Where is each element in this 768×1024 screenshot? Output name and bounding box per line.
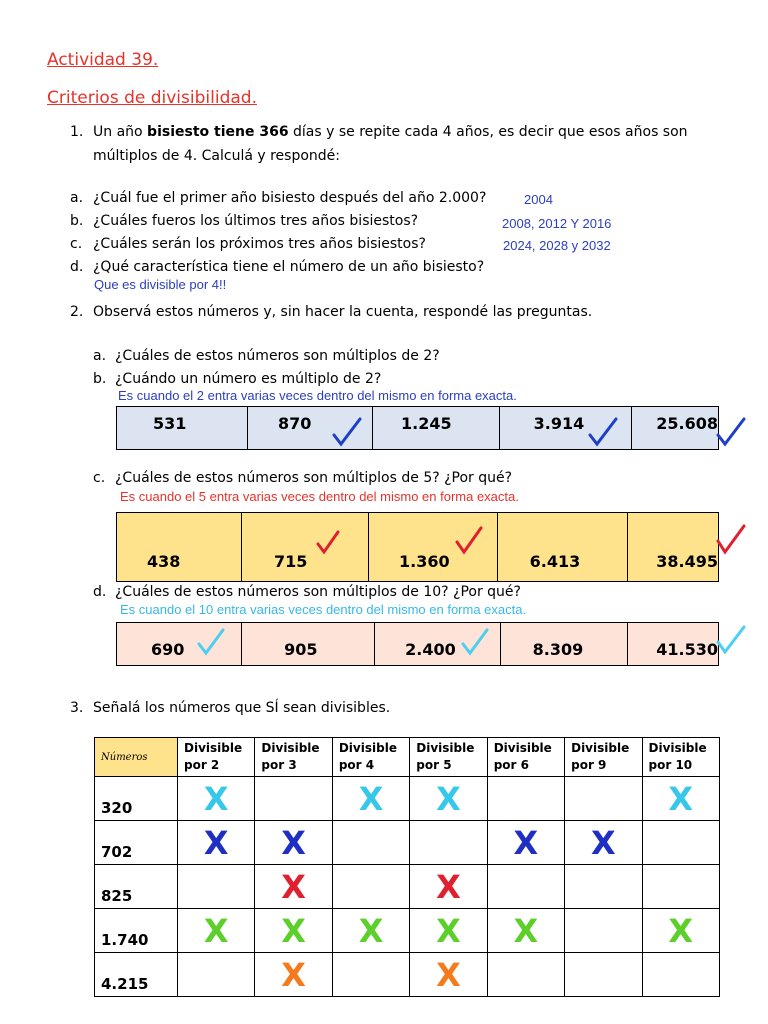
divisibility-cell[interactable] (178, 777, 255, 821)
q2c-answer: Es cuando el 5 entra varias veces dentro del mismo en forma exacta. (120, 489, 519, 504)
table-row (95, 909, 720, 953)
column-header: Divisible por 9 (565, 738, 642, 777)
x-mark-icon: X (436, 955, 461, 994)
multiples-of-5-table (116, 512, 719, 582)
divisibility-cell[interactable] (642, 821, 719, 865)
x-mark-icon: X (436, 911, 461, 950)
q2a-question: ¿Cuáles de estos números son múltiplos de 2? (115, 348, 440, 364)
column-header: Divisible por 6 (487, 738, 564, 777)
x-mark-icon: X (513, 911, 539, 950)
activity-subtitle: Criterios de divisibilidad. (47, 88, 257, 108)
divisibility-cell[interactable] (487, 953, 564, 997)
x-mark-icon: X (358, 911, 384, 950)
divisibility-cell[interactable] (487, 865, 564, 909)
divisibility-cell[interactable] (332, 953, 409, 997)
x-mark-icon: X (281, 911, 306, 950)
number-cell: 905 (242, 623, 375, 666)
divisibility-cell[interactable] (178, 865, 255, 909)
divisibility-cell[interactable] (565, 777, 642, 821)
number-cell: 25.608 (632, 407, 719, 450)
q1c-question: ¿Cuáles serán los próximos tres años bisiestos? (93, 236, 426, 252)
number-cell: 41.530 (628, 623, 719, 666)
table-row (95, 777, 720, 821)
divisibility-cell[interactable] (642, 865, 719, 909)
q1d-label: d. (70, 259, 84, 275)
q2c-question: ¿Cuáles de estos números son múltiplos de 5? ¿Por qué? (115, 470, 513, 486)
divisibility-cell[interactable] (565, 821, 642, 865)
divisibility-cell[interactable] (255, 777, 332, 821)
divisibility-cell[interactable] (332, 821, 409, 865)
table-row (95, 953, 720, 997)
numbers-header: Números (95, 738, 178, 777)
divisibility-cell[interactable] (642, 777, 719, 821)
x-mark-icon: X (358, 779, 384, 818)
divisibility-cell[interactable] (565, 953, 642, 997)
number-cell: 1.245 (373, 407, 500, 450)
divisibility-cell[interactable] (410, 953, 487, 997)
number-cell: 8.309 (500, 623, 628, 666)
x-mark-icon: X (513, 823, 539, 862)
number-cell: 531 (117, 407, 248, 450)
q2d-label: d. (93, 584, 107, 600)
divisibility-cell[interactable] (642, 953, 719, 997)
q1b-answer: 2008, 2012 Y 2016 (502, 216, 612, 231)
x-mark-icon: X (281, 823, 306, 862)
divisibility-cell[interactable] (255, 953, 332, 997)
activity-title: Actividad 39. (47, 50, 159, 70)
divisibility-cell[interactable] (332, 777, 409, 821)
x-mark-icon: X (436, 779, 461, 818)
divisibility-cell[interactable] (565, 865, 642, 909)
checkmark-icon (588, 417, 618, 447)
number-cell: 690 (117, 623, 242, 666)
row-number: 825 (95, 865, 178, 909)
row-number: 702 (95, 821, 178, 865)
column-header: Divisible por 4 (332, 738, 409, 777)
q2d-question: ¿Cuáles de estos números son múltiplos de 10? ¿Por qué? (115, 584, 521, 600)
number-cell: 438 (117, 513, 242, 582)
q2b-answer: Es cuando el 2 entra varias veces dentro del mismo en forma exacta. (118, 388, 517, 403)
divisibility-cell[interactable] (565, 909, 642, 953)
divisibility-cell[interactable] (255, 821, 332, 865)
number-cell: 1.360 (369, 513, 498, 582)
divisibility-cell[interactable] (410, 821, 487, 865)
divisibility-cell[interactable] (410, 865, 487, 909)
divisibility-cell[interactable] (178, 821, 255, 865)
checkmark-icon (197, 628, 225, 656)
row-number: 1.740 (95, 909, 178, 953)
q2-number: 2. (70, 304, 84, 320)
q1a-answer: 2004 (524, 192, 553, 207)
divisibility-cell[interactable] (487, 777, 564, 821)
table-row (95, 821, 720, 865)
number-cell: 38.495 (628, 513, 719, 582)
divisibility-cell[interactable] (487, 821, 564, 865)
q1d-question: ¿Qué característica tiene el número de un año bisiesto? (93, 259, 485, 275)
divisibility-cell[interactable] (332, 865, 409, 909)
q1c-answer: 2024, 2028 y 2032 (503, 238, 611, 253)
row-number: 4.215 (95, 953, 178, 997)
q2d-answer: Es cuando el 10 entra varias veces dentro del mismo en forma exacta. (120, 602, 527, 617)
checkmark-icon (716, 417, 746, 447)
checkmark-icon (716, 523, 746, 555)
number-cell: 3.914 (499, 407, 632, 450)
q1b-question: ¿Cuáles fueros los últimos tres años bisiestos? (93, 213, 419, 229)
q3-number: 3. (70, 700, 84, 716)
checkmark-icon (716, 625, 746, 655)
checkmark-icon (332, 417, 362, 447)
checkmark-icon (455, 525, 483, 555)
q2b-question: ¿Cuándo un número es múltiplo de 2? (115, 371, 382, 387)
q2c-label: c. (93, 470, 106, 486)
column-header: Divisible por 5 (410, 738, 487, 777)
x-mark-icon: X (203, 779, 229, 818)
column-header: Divisible por 10 (642, 738, 719, 777)
multiples-of-2-table (116, 406, 719, 450)
x-mark-icon: X (203, 911, 229, 950)
divisibility-cell[interactable] (332, 909, 409, 953)
divisibility-cell[interactable] (642, 909, 719, 953)
x-mark-icon: X (281, 867, 306, 906)
q2a-label: a. (93, 348, 107, 364)
divisibility-cell[interactable] (178, 909, 255, 953)
q1d-answer: Que es divisible por 4!! (94, 277, 227, 292)
divisibility-cell[interactable] (178, 953, 255, 997)
table-row (95, 865, 720, 909)
number-cell: 870 (248, 407, 373, 450)
x-mark-icon: X (668, 911, 694, 950)
number-cell: 715 (242, 513, 369, 582)
x-mark-icon: X (436, 867, 461, 906)
divisibility-cell[interactable] (255, 865, 332, 909)
number-cell: 2.400 (375, 623, 501, 666)
divisibility-cell[interactable] (410, 909, 487, 953)
x-mark-icon: X (590, 823, 616, 862)
number-cell: 6.413 (497, 513, 628, 582)
x-mark-icon: X (203, 823, 229, 862)
q1a-question: ¿Cuál fue el primer año bisiesto después del año 2.000? (93, 190, 487, 206)
q1b-label: b. (70, 213, 84, 229)
column-header: Divisible por 2 (178, 738, 255, 777)
q3-text: Señalá los números que SÍ sean divisibles. (93, 700, 391, 716)
divisibility-cell[interactable] (410, 777, 487, 821)
divisibility-cell[interactable] (255, 909, 332, 953)
q1-text-line2: múltiplos de 4. Calculá y respondé: (93, 148, 340, 164)
multiples-of-10-table (116, 622, 719, 666)
row-number: 320 (95, 777, 178, 821)
q1c-label: c. (70, 236, 83, 252)
q1a-label: a. (70, 190, 84, 206)
divisibility-cell[interactable] (487, 909, 564, 953)
checkmark-icon (316, 529, 340, 555)
x-mark-icon: X (668, 779, 694, 818)
q1-text: Un año bisiesto tiene 366 días y se repite cada 4 años, es decir que esos años son (93, 124, 688, 140)
x-mark-icon: X (281, 955, 306, 994)
q1-number: 1. (70, 124, 84, 140)
column-header: Divisible por 3 (255, 738, 332, 777)
checkmark-icon (461, 628, 489, 656)
q2b-label: b. (93, 371, 107, 387)
divisibility-table (94, 737, 720, 997)
q2-text: Observá estos números y, sin hacer la cuenta, respondé las preguntas. (93, 304, 593, 320)
